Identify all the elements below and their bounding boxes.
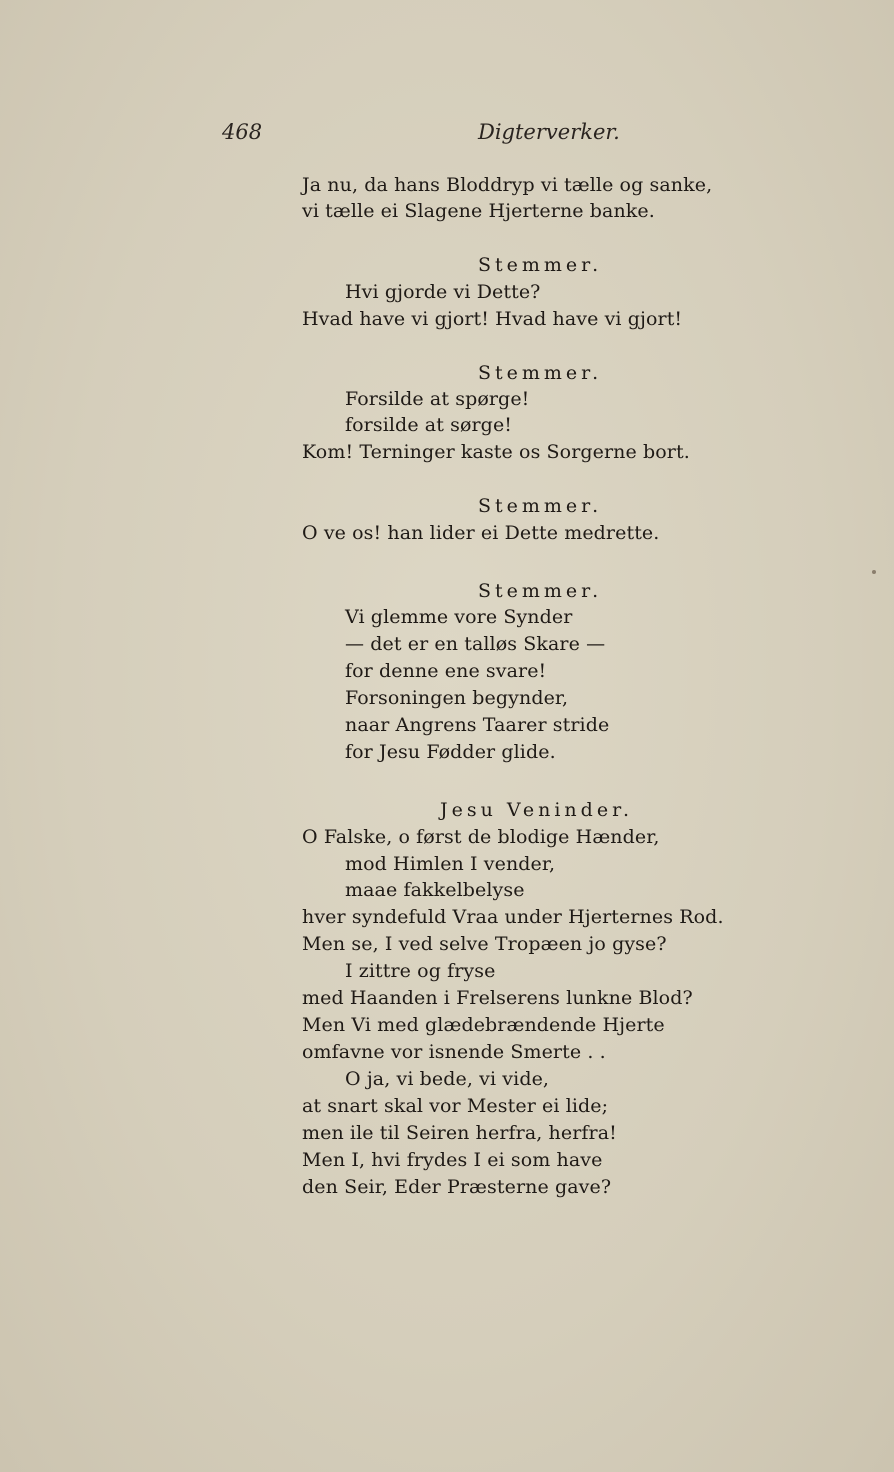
speaker-label: Stemmer. xyxy=(478,495,603,517)
verse-line: Hvi gjorde vi Dette? xyxy=(345,281,541,303)
verse-line: Men I, hvi frydes I ei som have xyxy=(302,1149,603,1171)
verse-line: Hvad have vi gjort! Hvad have vi gjort! xyxy=(302,308,683,330)
verse-line: med Haanden i Frelserens lunkne Blod? xyxy=(302,987,693,1009)
verse-line: Vi glemme vore Synder xyxy=(345,606,573,628)
verse-line: at snart skal vor Mester ei lide; xyxy=(302,1095,609,1117)
verse-line: O ja, vi bede, vi vide, xyxy=(345,1068,550,1090)
verse-line: Ja nu, da hans Bloddryp vi tælle og sanke, xyxy=(302,174,713,196)
verse-line: Forsilde at spørge! xyxy=(345,388,530,410)
verse-line: O ve os! han lider ei Dette medrette. xyxy=(302,522,660,544)
paper-speck xyxy=(872,570,876,574)
speaker-label: Jesu Veninder. xyxy=(440,799,634,821)
verse-line: naar Angrens Taarer stride xyxy=(345,714,610,736)
page-number: 468 xyxy=(222,120,263,144)
verse-line: for denne ene svare! xyxy=(345,660,547,682)
verse-line: I zittre og fryse xyxy=(345,960,496,982)
verse-line: — det er en talløs Skare — xyxy=(345,633,606,655)
verse-line: den Seir, Eder Præsterne gave? xyxy=(302,1176,612,1198)
verse-line: maae fakkelbelyse xyxy=(345,879,525,901)
speaker-label: Stemmer. xyxy=(478,254,603,276)
speaker-label: Stemmer. xyxy=(478,580,603,602)
verse-line: Forsoningen begynder, xyxy=(345,687,569,709)
verse-line: forsilde at sørge! xyxy=(345,414,513,436)
verse-line: for Jesu Fødder glide. xyxy=(345,741,556,763)
verse-line: hver syndefuld Vraa under Hjerternes Rod. xyxy=(302,906,724,928)
verse-line: mod Himlen I vender, xyxy=(345,853,556,875)
verse-line: Kom! Terninger kaste os Sorgerne bort. xyxy=(302,441,690,463)
verse-line: vi tælle ei Slagene Hjerterne banke. xyxy=(302,200,655,222)
verse-line: O Falske, o først de blodige Hænder, xyxy=(302,826,660,848)
verse-line: men ile til Seiren herfra, herfra! xyxy=(302,1122,617,1144)
verse-line: Men Vi med glædebrændende Hjerte xyxy=(302,1014,665,1036)
verse-line: omfavne vor isnende Smerte . . xyxy=(302,1041,606,1063)
page-header xyxy=(222,120,722,154)
verse-line: Men se, I ved selve Tropæen jo gyse? xyxy=(302,933,667,955)
speaker-label: Stemmer. xyxy=(478,362,603,384)
running-title: Digterverker. xyxy=(478,120,620,144)
